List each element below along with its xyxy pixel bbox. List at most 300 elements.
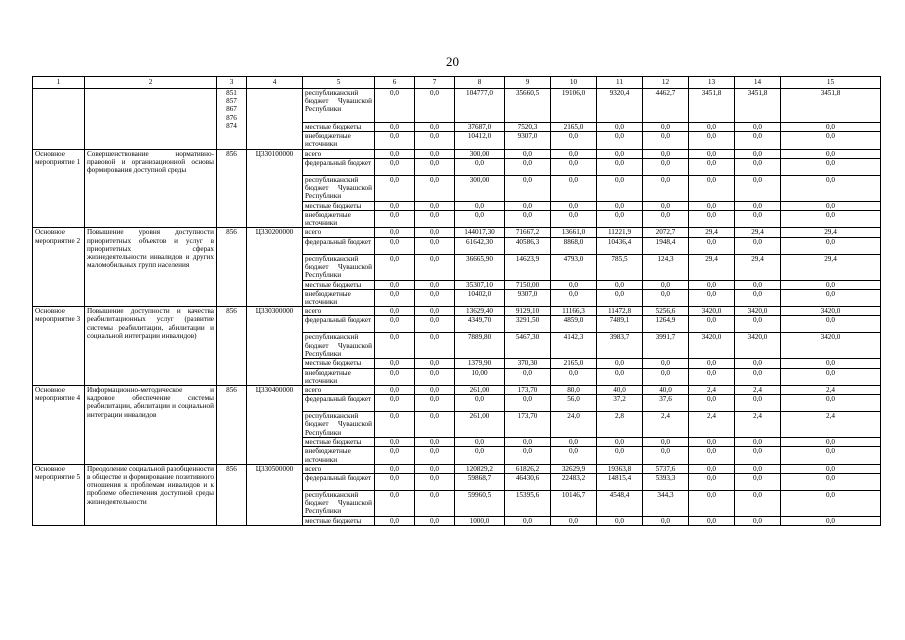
value-cell: 4462,7	[643, 89, 689, 123]
value-cell: 0,0	[781, 395, 881, 412]
header-row	[33, 77, 881, 89]
value-cell: 0,0	[375, 175, 415, 201]
column-header: 9	[505, 77, 551, 89]
funding-source: республиканский бюджет Чувашской Республики	[303, 175, 375, 201]
value-cell: 0,0	[689, 517, 735, 526]
value-cell: 0,0	[689, 474, 735, 491]
value-cell: 0,0	[689, 368, 735, 385]
column-header: 5	[303, 77, 375, 89]
value-cell: 40586,3	[505, 237, 551, 254]
value-cell: 0,0	[415, 447, 455, 464]
activity-label: Основное мероприятие 4	[33, 386, 85, 465]
value-cell: 0,0	[551, 280, 597, 289]
value-cell: 0,0	[551, 368, 597, 385]
value-cell: 0,0	[375, 491, 415, 517]
value-cell: 0,0	[375, 386, 415, 395]
value-cell: 0,0	[643, 447, 689, 464]
value-cell: 2,4	[781, 412, 881, 438]
grbs-code: 856	[217, 149, 247, 228]
grbs-code: 874	[226, 121, 237, 130]
grbs-code: 857	[226, 97, 237, 106]
value-cell: 0,0	[597, 447, 643, 464]
value-cell: 0,0	[643, 132, 689, 149]
value-cell: 4859,0	[551, 316, 597, 333]
value-cell: 5467,30	[505, 333, 551, 359]
value-cell: 0,0	[689, 280, 735, 289]
funding-source: местные бюджеты	[303, 517, 375, 526]
budget-code: Ц330400000	[247, 386, 303, 465]
column-header: 8	[455, 77, 505, 89]
empty-cell	[247, 89, 303, 150]
value-cell: 0,0	[781, 158, 881, 175]
grbs-code: 867	[226, 105, 237, 114]
value-cell: 5393,3	[643, 474, 689, 491]
value-cell: 0,0	[735, 359, 781, 368]
value-cell: 1379,90	[455, 359, 505, 368]
value-cell: 0,0	[781, 201, 881, 210]
value-cell: 0,0	[735, 123, 781, 132]
value-cell: 2,4	[735, 412, 781, 438]
table-row	[33, 307, 881, 316]
value-cell: 0,0	[375, 158, 415, 175]
value-cell: 13629,40	[455, 307, 505, 316]
value-cell: 0,0	[505, 368, 551, 385]
value-cell: 3420,0	[689, 307, 735, 316]
value-cell: 0,0	[415, 158, 455, 175]
value-cell: 10412,0	[455, 132, 505, 149]
funding-source: всего	[303, 464, 375, 473]
column-header: 6	[375, 77, 415, 89]
value-cell: 35307,10	[455, 280, 505, 289]
funding-source: республиканский бюджет Чувашской Республики	[303, 412, 375, 438]
value-cell: 0,0	[643, 175, 689, 201]
column-header: 7	[415, 77, 455, 89]
value-cell: 0,0	[735, 491, 781, 517]
value-cell: 1948,4	[643, 237, 689, 254]
activity-label: Основное мероприятие 5	[33, 464, 85, 525]
value-cell: 3451,8	[781, 89, 881, 123]
column-header: 14	[735, 77, 781, 89]
value-cell: 0,0	[781, 237, 881, 254]
funding-source: всего	[303, 307, 375, 316]
value-cell: 0,0	[551, 289, 597, 306]
value-cell: 61826,2	[505, 464, 551, 473]
funding-source: федеральный бюджет	[303, 316, 375, 333]
funding-source: местные бюджеты	[303, 201, 375, 210]
value-cell: 0,0	[689, 123, 735, 132]
value-cell: 0,0	[415, 359, 455, 368]
value-cell: 0,0	[505, 175, 551, 201]
value-cell: 0,0	[689, 201, 735, 210]
value-cell: 2,8	[597, 412, 643, 438]
value-cell: 2072,7	[643, 228, 689, 237]
value-cell: 0,0	[689, 211, 735, 228]
value-cell: 0,0	[735, 237, 781, 254]
value-cell: 0,0	[781, 280, 881, 289]
funding-source: внебюджетные источники	[303, 447, 375, 464]
value-cell: 4548,4	[597, 491, 643, 517]
value-cell: 0,0	[415, 237, 455, 254]
column-header: 12	[643, 77, 689, 89]
value-cell: 0,0	[781, 132, 881, 149]
value-cell: 2165,0	[551, 359, 597, 368]
value-cell: 0,0	[735, 149, 781, 158]
value-cell: 0,0	[597, 149, 643, 158]
value-cell: 0,0	[781, 447, 881, 464]
value-cell: 0,0	[455, 438, 505, 447]
value-cell: 344,3	[643, 491, 689, 517]
value-cell: 0,0	[375, 123, 415, 132]
activity-name: Совершенствование нормативно-правовой и организационной основы формирования доступной среды	[85, 149, 217, 228]
value-cell: 7889,80	[455, 333, 505, 359]
value-cell: 0,0	[415, 211, 455, 228]
value-cell: 0,0	[375, 464, 415, 473]
page-number: 20	[446, 54, 459, 69]
value-cell: 0,0	[455, 201, 505, 210]
value-cell: 0,0	[643, 517, 689, 526]
value-cell: 0,0	[415, 491, 455, 517]
value-cell: 3420,0	[689, 333, 735, 359]
activity-label: Основное мероприятие 1	[33, 149, 85, 228]
column-header: 2	[85, 77, 217, 89]
value-cell: 3420,0	[735, 333, 781, 359]
value-cell: 0,0	[415, 395, 455, 412]
value-cell: 0,0	[781, 464, 881, 473]
value-cell: 0,0	[735, 395, 781, 412]
value-cell: 0,0	[455, 158, 505, 175]
value-cell: 7150,00	[505, 280, 551, 289]
value-cell: 0,0	[415, 175, 455, 201]
value-cell: 29,4	[735, 254, 781, 280]
value-cell: 22483,2	[551, 474, 597, 491]
value-cell: 0,0	[735, 316, 781, 333]
value-cell: 59960,5	[455, 491, 505, 517]
value-cell: 0,0	[415, 386, 455, 395]
value-cell: 29,4	[781, 254, 881, 280]
value-cell: 3420,0	[781, 333, 881, 359]
value-cell: 104777,0	[455, 89, 505, 123]
value-cell: 1000,0	[455, 517, 505, 526]
value-cell: 0,0	[735, 517, 781, 526]
value-cell: 0,0	[781, 289, 881, 306]
value-cell: 19363,8	[597, 464, 643, 473]
value-cell: 0,0	[551, 175, 597, 201]
value-cell: 40,0	[597, 386, 643, 395]
value-cell: 0,0	[735, 438, 781, 447]
value-cell: 0,0	[375, 280, 415, 289]
value-cell: 0,0	[505, 158, 551, 175]
funding-source: местные бюджеты	[303, 123, 375, 132]
value-cell: 0,0	[735, 211, 781, 228]
value-cell: 5256,6	[643, 307, 689, 316]
value-cell: 0,0	[375, 149, 415, 158]
value-cell: 124,3	[643, 254, 689, 280]
value-cell: 0,0	[551, 158, 597, 175]
value-cell: 0,0	[597, 368, 643, 385]
value-cell: 144017,30	[455, 228, 505, 237]
value-cell: 2,4	[689, 386, 735, 395]
funding-source: федеральный бюджет	[303, 474, 375, 491]
value-cell: 300,00	[455, 175, 505, 201]
value-cell: 0,0	[643, 201, 689, 210]
value-cell: 0,0	[689, 359, 735, 368]
value-cell: 0,0	[551, 447, 597, 464]
value-cell: 0,0	[375, 447, 415, 464]
value-cell: 0,0	[643, 123, 689, 132]
value-cell: 0,0	[689, 175, 735, 201]
value-cell: 0,0	[781, 149, 881, 158]
value-cell: 0,0	[505, 517, 551, 526]
value-cell: 370,30	[505, 359, 551, 368]
value-cell: 0,0	[689, 237, 735, 254]
value-cell: 0,0	[415, 123, 455, 132]
value-cell: 0,0	[735, 368, 781, 385]
value-cell: 0,0	[643, 149, 689, 158]
funding-source: федеральный бюджет	[303, 158, 375, 175]
value-cell: 3420,0	[735, 307, 781, 316]
column-header: 3	[217, 77, 247, 89]
value-cell: 1264,9	[643, 316, 689, 333]
value-cell: 10,00	[455, 368, 505, 385]
value-cell: 0,0	[689, 132, 735, 149]
value-cell: 0,0	[689, 491, 735, 517]
value-cell: 0,0	[415, 280, 455, 289]
value-cell: 4142,3	[551, 333, 597, 359]
value-cell: 0,0	[375, 237, 415, 254]
funding-source: местные бюджеты	[303, 359, 375, 368]
value-cell: 0,0	[689, 158, 735, 175]
value-cell: 0,0	[689, 395, 735, 412]
value-cell: 19106,0	[551, 89, 597, 123]
value-cell: 0,0	[505, 211, 551, 228]
value-cell: 0,0	[551, 149, 597, 158]
value-cell: 0,0	[597, 132, 643, 149]
grbs-code: 851	[226, 89, 237, 97]
value-cell: 46430,6	[505, 474, 551, 491]
value-cell: 0,0	[505, 447, 551, 464]
column-header: 10	[551, 77, 597, 89]
value-cell: 36665,90	[455, 254, 505, 280]
value-cell: 13661,0	[551, 228, 597, 237]
value-cell: 0,0	[375, 316, 415, 333]
value-cell: 0,0	[375, 438, 415, 447]
value-cell: 0,0	[375, 132, 415, 149]
funding-source: республиканский бюджет Чувашской Республики	[303, 89, 375, 123]
value-cell: 0,0	[415, 149, 455, 158]
funding-table	[32, 76, 881, 526]
table-row	[33, 464, 881, 473]
value-cell: 0,0	[415, 289, 455, 306]
value-cell: 2,4	[781, 386, 881, 395]
value-cell: 0,0	[735, 474, 781, 491]
value-cell: 2,4	[643, 412, 689, 438]
value-cell: 0,0	[597, 175, 643, 201]
grbs-code: 856	[217, 464, 247, 525]
value-cell: 0,0	[643, 368, 689, 385]
value-cell: 0,0	[375, 307, 415, 316]
empty-cell	[85, 89, 217, 150]
value-cell: 0,0	[689, 447, 735, 464]
value-cell: 3991,7	[643, 333, 689, 359]
value-cell: 10436,4	[597, 237, 643, 254]
grbs-codes-cell	[217, 89, 247, 150]
value-cell: 0,0	[597, 438, 643, 447]
table-row	[33, 386, 881, 395]
value-cell: 0,0	[375, 517, 415, 526]
value-cell: 0,0	[415, 333, 455, 359]
funding-source: всего	[303, 149, 375, 158]
value-cell: 7489,1	[597, 316, 643, 333]
value-cell: 0,0	[375, 211, 415, 228]
value-cell: 0,0	[415, 89, 455, 123]
funding-source: внебюджетные источники	[303, 289, 375, 306]
value-cell: 2165,0	[551, 123, 597, 132]
grbs-code: 876	[226, 113, 237, 122]
value-cell: 59868,7	[455, 474, 505, 491]
value-cell: 120829,2	[455, 464, 505, 473]
value-cell: 56,0	[551, 395, 597, 412]
value-cell: 0,0	[597, 201, 643, 210]
value-cell: 0,0	[689, 149, 735, 158]
table-row	[33, 149, 881, 158]
column-header: 15	[781, 77, 881, 89]
value-cell: 3451,8	[689, 89, 735, 123]
value-cell: 11166,3	[551, 307, 597, 316]
funding-source: республиканский бюджет Чувашской Республики	[303, 254, 375, 280]
value-cell: 35660,5	[505, 89, 551, 123]
value-cell: 29,4	[735, 228, 781, 237]
value-cell: 14815,4	[597, 474, 643, 491]
value-cell: 29,4	[689, 228, 735, 237]
value-cell: 2,4	[735, 386, 781, 395]
value-cell: 9307,0	[505, 132, 551, 149]
value-cell: 3451,8	[735, 89, 781, 123]
value-cell: 3420,0	[781, 307, 881, 316]
value-cell: 0,0	[781, 359, 881, 368]
value-cell: 0,0	[597, 211, 643, 228]
value-cell: 0,0	[415, 464, 455, 473]
value-cell: 300,00	[455, 149, 505, 158]
value-cell: 0,0	[415, 228, 455, 237]
value-cell: 0,0	[505, 395, 551, 412]
value-cell: 0,0	[643, 359, 689, 368]
value-cell: 37687,0	[455, 123, 505, 132]
value-cell: 2,4	[689, 412, 735, 438]
value-cell: 0,0	[643, 158, 689, 175]
value-cell: 40,0	[643, 386, 689, 395]
value-cell: 0,0	[505, 149, 551, 158]
value-cell: 0,0	[375, 359, 415, 368]
funding-source: федеральный бюджет	[303, 237, 375, 254]
grbs-code: 856	[217, 307, 247, 386]
value-cell: 3983,7	[597, 333, 643, 359]
value-cell: 0,0	[415, 438, 455, 447]
funding-source: внебюджетные источники	[303, 132, 375, 149]
value-cell: 0,0	[781, 517, 881, 526]
value-cell: 0,0	[375, 228, 415, 237]
value-cell: 0,0	[375, 368, 415, 385]
value-cell: 0,0	[597, 158, 643, 175]
value-cell: 0,0	[735, 464, 781, 473]
table-row	[33, 228, 881, 237]
value-cell: 0,0	[415, 412, 455, 438]
value-cell: 0,0	[551, 211, 597, 228]
value-cell: 15395,6	[505, 491, 551, 517]
value-cell: 0,0	[643, 289, 689, 306]
value-cell: 8868,0	[551, 237, 597, 254]
value-cell: 0,0	[415, 368, 455, 385]
value-cell: 0,0	[689, 438, 735, 447]
value-cell: 0,0	[455, 211, 505, 228]
empty-cell	[33, 89, 85, 150]
value-cell: 0,0	[781, 123, 881, 132]
value-cell: 0,0	[735, 158, 781, 175]
value-cell: 0,0	[375, 412, 415, 438]
value-cell: 0,0	[375, 254, 415, 280]
value-cell: 9307,0	[505, 289, 551, 306]
value-cell: 0,0	[781, 368, 881, 385]
value-cell: 0,0	[597, 517, 643, 526]
value-cell: 0,0	[781, 491, 881, 517]
value-cell: 0,0	[415, 254, 455, 280]
value-cell: 0,0	[735, 280, 781, 289]
funding-source: республиканский бюджет Чувашской Республики	[303, 491, 375, 517]
value-cell: 0,0	[689, 316, 735, 333]
activity-name: Повышение уровня доступности приоритетных объектов и услуг в приоритетных сферах жизнедеятельности инвалидов и других маломобильных групп населения	[85, 228, 217, 307]
value-cell: 80,0	[551, 386, 597, 395]
value-cell: 0,0	[415, 316, 455, 333]
value-cell: 0,0	[597, 280, 643, 289]
value-cell: 0,0	[505, 201, 551, 210]
value-cell: 71667,2	[505, 228, 551, 237]
value-cell: 10146,7	[551, 491, 597, 517]
column-header: 1	[33, 77, 85, 89]
value-cell: 0,0	[551, 132, 597, 149]
value-cell: 785,5	[597, 254, 643, 280]
value-cell: 0,0	[455, 395, 505, 412]
activity-label: Основное мероприятие 2	[33, 228, 85, 307]
budget-code: Ц330200000	[247, 228, 303, 307]
value-cell: 0,0	[375, 395, 415, 412]
funding-source: местные бюджеты	[303, 280, 375, 289]
value-cell: 7520,3	[505, 123, 551, 132]
activity-name: Повышение доступности и качества реабилитационных услуг (развитие системы реабилитации, абилитации и социальной интеграции инвалидов)	[85, 307, 217, 386]
funding-source: всего	[303, 228, 375, 237]
activity-name: Преодоление социальной разобщенности в обществе и формирование позитивного отношения к проблемам инвалидов и к проблеме обеспечения доступной среды жизнедеятельности	[85, 464, 217, 525]
value-cell: 0,0	[781, 211, 881, 228]
value-cell: 24,0	[551, 412, 597, 438]
value-cell: 0,0	[597, 289, 643, 306]
funding-source: местные бюджеты	[303, 438, 375, 447]
column-header: 11	[597, 77, 643, 89]
value-cell: 10402,0	[455, 289, 505, 306]
value-cell: 261,00	[455, 386, 505, 395]
budget-code: Ц330500000	[247, 464, 303, 525]
value-cell: 261,00	[455, 412, 505, 438]
value-cell: 0,0	[735, 175, 781, 201]
value-cell: 9129,10	[505, 307, 551, 316]
budget-code: Ц330100000	[247, 149, 303, 228]
value-cell: 37,2	[597, 395, 643, 412]
value-cell: 0,0	[551, 438, 597, 447]
budget-code: Ц330300000	[247, 307, 303, 386]
value-cell: 0,0	[375, 289, 415, 306]
value-cell: 0,0	[375, 89, 415, 123]
value-cell: 0,0	[735, 447, 781, 464]
value-cell: 0,0	[455, 447, 505, 464]
value-cell: 0,0	[643, 438, 689, 447]
value-cell: 29,4	[781, 228, 881, 237]
